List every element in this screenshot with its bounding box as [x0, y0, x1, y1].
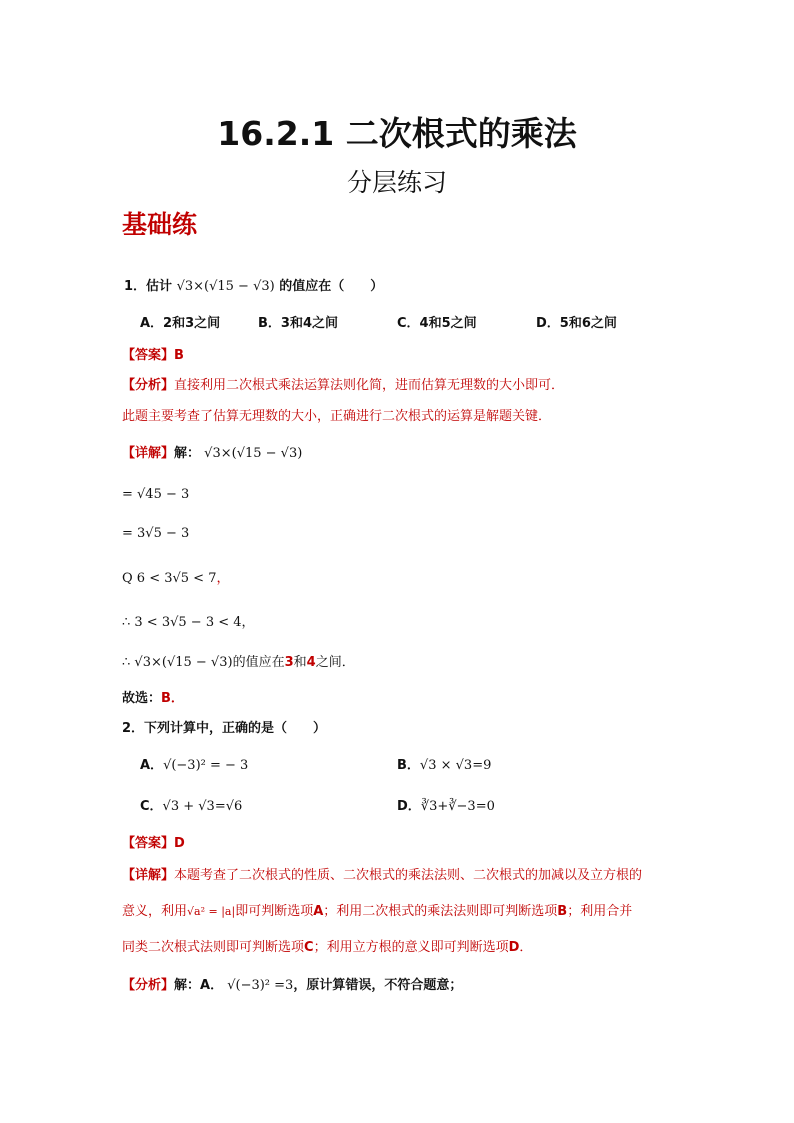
q1-step-3-tail: ， [216, 571, 230, 586]
q2-detail-line-1 [122, 864, 642, 883]
q1-step-5-expr: √3×(√15 − √3) [134, 655, 233, 670]
q2-detail-3-option-d: D [508, 940, 520, 955]
q2-detail-2c: ；利用二次根式的乘法法则即可判断选项 [323, 904, 558, 919]
q1-step-3-expr: Q 6 < 3√5 < 7 [122, 571, 217, 586]
q2-option-c-label: C． [140, 799, 163, 814]
q2-detail-line-3 [122, 936, 532, 955]
q1-choice [122, 687, 184, 706]
q1-step-5-b: 4 [306, 655, 316, 670]
q2-analysis-pre: 解：A． [174, 978, 224, 993]
q1-step-5-a: 3 [284, 655, 294, 670]
q1-option-a: A．2和3之间 [140, 316, 221, 331]
q2-detail-2a: 意义，利用 [122, 904, 188, 919]
q1-step-2: = 3√5 − 3 [122, 526, 190, 541]
q2-stem: 2．下列计算中，正确的是（ ） [122, 721, 327, 736]
q1-step-4-tail: ， [241, 615, 255, 630]
q2-option-b-expr: √3 × √3=9 [419, 758, 492, 773]
page-title: 16.2.1 二次根式的乘法 [217, 114, 577, 153]
q2-option-c [140, 795, 242, 814]
q2-analysis-tail: ，原计算错误，不符合题意； [293, 978, 463, 993]
q2-option-c-expr: √3 + √3=√6 [162, 799, 243, 814]
q1-choice-value: B． [161, 691, 184, 706]
q2-analysis-label: 【分析】 [122, 978, 175, 993]
q1-detail-expression: √3×(√15 − √3) [204, 446, 303, 461]
q2-detail-2-option-a: A [313, 904, 324, 919]
q1-step-5 [122, 651, 355, 670]
q1-analysis-text-1: 直接利用二次根式乘法运算法则化简，进而估算无理数的大小即可． [174, 378, 565, 393]
q2-detail-3-option-c: C [304, 940, 314, 955]
q1-step-4-expr: ∴ 3 < 3√5 − 3 < 4 [122, 615, 242, 630]
q2-detail-line-2 [122, 900, 632, 919]
q1-step-3 [122, 567, 230, 586]
q1-choice-label: 故选： [122, 691, 162, 706]
q2-option-d-label: D． [397, 799, 421, 814]
q1-option-c: C．4和5之间 [397, 316, 477, 331]
q2-option-d-expr: ∛3+∛−3=0 [420, 799, 495, 814]
q2-detail-3a: 同类二次根式法则即可判断选项 [122, 940, 305, 955]
q1-detail-label: 【详解】 [122, 446, 175, 461]
q2-analysis [122, 974, 462, 993]
q1-number: 1．估计 [124, 279, 173, 294]
q2-detail-2-option-b: B [557, 904, 568, 919]
q2-option-b [397, 754, 491, 773]
q2-detail-label: 【详解】 [122, 868, 175, 883]
q2-option-d [397, 795, 495, 814]
q2-detail-2d: ；利用合并 [567, 904, 633, 919]
q2-answer-label: 【答案】 [122, 836, 175, 851]
q2-detail-2-expr: √a² = |a| [187, 905, 236, 918]
page-subtitle: 分层练习 [346, 168, 447, 197]
q1-option-d: D．5和6之间 [536, 316, 617, 331]
q1-analysis-label: 【分析】 [122, 378, 175, 393]
q1-stem-tail: 的值应在（ ） [279, 279, 384, 294]
q2-analysis-expr: √(−3)² =3 [227, 978, 294, 993]
q2-answer [122, 832, 185, 851]
q2-option-a-label: A． [140, 758, 164, 773]
q2-detail-2b: 即可判断选项 [235, 904, 314, 919]
q1-answer-label: 【答案】 [122, 348, 175, 363]
q2-option-a-expr: √(−3)² = − 3 [163, 758, 249, 773]
q1-detail-intro: 解： [174, 446, 201, 461]
q2-option-b-label: B． [397, 758, 420, 773]
q2-answer-value: D [174, 836, 185, 851]
q1-step-4 [122, 611, 255, 630]
q1-step-5-tail: 之间． [315, 655, 355, 670]
q1-detail [122, 442, 302, 461]
q1-stem [124, 275, 383, 294]
q1-step-5-mid: 的值应在 [232, 655, 285, 670]
q1-answer-value: B [174, 348, 184, 363]
q2-detail-3b: ；利用立方根的意义即可判断选项 [313, 940, 509, 955]
q1-analysis-text-2: 此题主要考查了估算无理数的大小，正确进行二次根式的运算是解题关键． [122, 409, 552, 424]
q1-option-b: B．3和4之间 [258, 316, 338, 331]
q1-answer [122, 344, 184, 363]
q2-detail-text-1: 本题考查了二次根式的性质、二次根式的乘法法则、二次根式的加减以及立方根的 [174, 868, 643, 883]
q2-option-a [140, 754, 248, 773]
q1-step-5-therefore: ∴ [122, 655, 131, 670]
q1-step-5-and: 和 [293, 655, 307, 670]
q1-expression: √3×(√15 − √3) [176, 279, 275, 294]
q1-step-1: = √45 − 3 [122, 487, 190, 502]
q2-detail-3c: ． [519, 940, 533, 955]
section-heading: 基础练 [122, 210, 198, 239]
q1-analysis [122, 374, 564, 393]
